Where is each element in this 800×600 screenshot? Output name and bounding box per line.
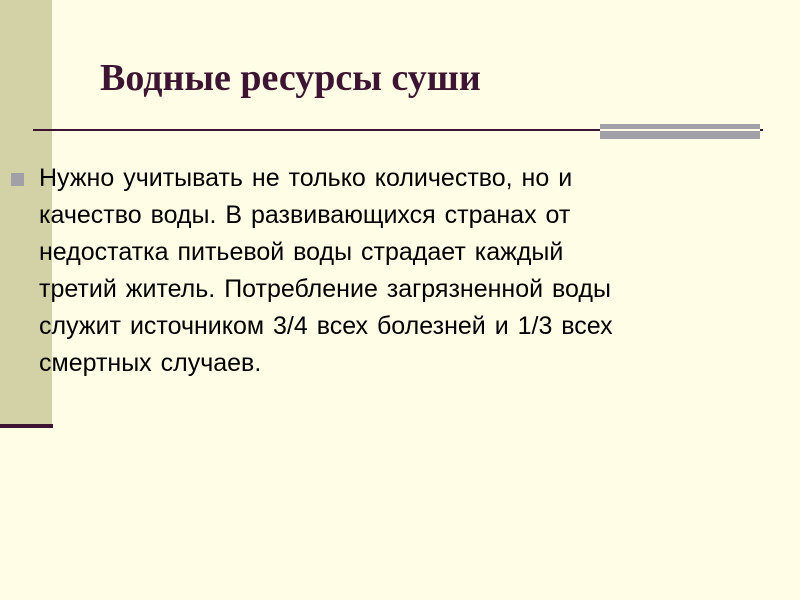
bullet-line: качество воды. В развивающихся странах от: [39, 201, 571, 229]
bullet-square-icon: [11, 173, 24, 186]
slide-title: Водные ресурсы суши: [100, 57, 481, 99]
side-band-base-line: [0, 424, 53, 428]
bullet-line: третий житель. Потребление загрязненной воды: [39, 275, 611, 303]
bullet-line: служит источником 3/4 всех болезней и 1/3 всех: [39, 312, 613, 340]
bullet-line: Нужно учитывать не только количество, но и: [39, 164, 573, 192]
divider-accent: [600, 124, 760, 139]
bullet-paragraph: [39, 160, 751, 382]
bullet-line: недостатка питьевой воды страдает каждый: [39, 238, 564, 266]
bullet-line: смертных случаев.: [39, 349, 262, 377]
